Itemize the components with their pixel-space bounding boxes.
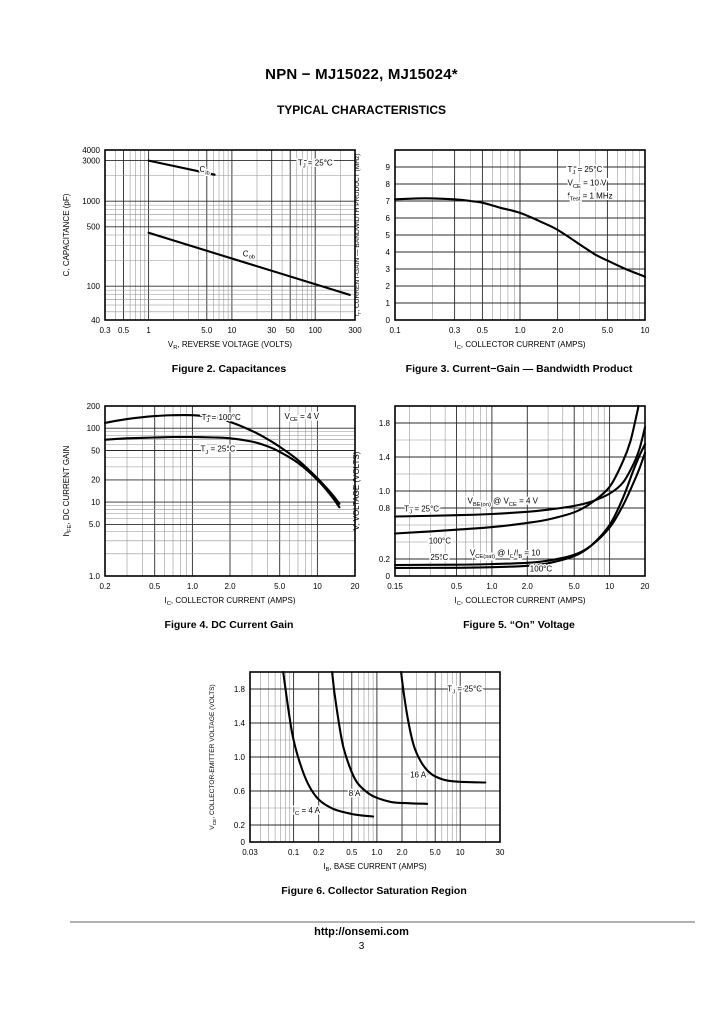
y-axis-title: V, VOLTAGE (VOLTS): [352, 451, 361, 531]
x-axis-title: $I_C$, COLLECTOR CURRENT (AMPS): [164, 596, 296, 608]
y-tick-label: 500: [86, 222, 100, 232]
x-tick-label: 5.0: [429, 848, 441, 857]
x-tick-label: 30: [267, 326, 277, 335]
y-tick-label: 40: [91, 315, 100, 325]
curve-label: $T_J = 25^\circ C$: [200, 444, 236, 456]
x-tick-label: 0.2: [313, 848, 325, 857]
figure-6: [200, 662, 512, 897]
curve-label: 16 A: [410, 770, 427, 780]
x-tick-label: 50: [285, 326, 295, 335]
x-tick-label: 0.5: [149, 582, 161, 591]
y-tick-label: 0.6: [233, 786, 245, 796]
curve-label: $V_{CE} = 4$ V: [284, 411, 320, 423]
figure-2-chart: [55, 140, 367, 362]
curve-VBE-100C: [395, 406, 639, 534]
x-tick-label: 1: [146, 326, 151, 335]
y-tick-label: 9: [385, 162, 390, 172]
x-tick-label: 2.0: [396, 848, 408, 857]
curve-Cob: [149, 233, 350, 295]
y-tick-label: 100: [86, 424, 100, 433]
footer-url: http://onsemi.com: [314, 926, 409, 938]
x-tick-label: 10: [455, 848, 465, 857]
x-tick-label: 1.0: [186, 582, 198, 591]
figure-4-chart: [55, 396, 367, 618]
x-tick-label: 5.0: [274, 582, 286, 591]
x-tick-label: 0.3: [449, 326, 461, 335]
x-tick-label: 100: [308, 326, 322, 335]
y-axis-title: $V_{CE}$, COLLECTOR-EMITTER VOLTAGE (VOLTS): [209, 684, 218, 830]
curve-label: 100°C: [428, 536, 452, 546]
x-tick-label: 1.0: [371, 848, 383, 857]
y-tick-label: 0.2: [378, 554, 390, 564]
x-axis-title: $I_C$, COLLECTOR CURRENT (AMPS): [454, 340, 586, 352]
curve-IC-8A: [332, 672, 427, 804]
x-tick-label: 0.5: [117, 326, 130, 335]
figure-6-caption: Figure 6. Collector Saturation Region: [281, 885, 467, 897]
x-tick-label: 2.0: [552, 326, 564, 335]
y-axis-title: $h_{FE}$, DC CURRENT GAIN: [62, 445, 74, 537]
x-tick-label: 0.1: [389, 326, 401, 335]
x-axis-title: $I_C$, COLLECTOR CURRENT (AMPS): [454, 596, 586, 608]
x-tick-label: 1.0: [486, 582, 498, 591]
y-tick-label: 0.2: [233, 820, 245, 830]
y-tick-label: 5: [385, 230, 390, 240]
figure-3-caption: Figure 3. Current−Gain — Bandwidth Product: [405, 363, 633, 375]
x-tick-label: 0.15: [387, 582, 403, 591]
x-tick-label: 10: [227, 326, 237, 335]
curve-label: $C_{ib}$: [199, 165, 210, 177]
figure-4: [55, 396, 367, 631]
page-number: 3: [358, 941, 365, 952]
x-tick-label: 0.2: [99, 582, 111, 591]
y-tick-label: 20: [91, 475, 100, 485]
x-tick-label: 10: [640, 326, 650, 335]
y-tick-label: 3: [385, 264, 390, 274]
y-tick-label: 2: [385, 281, 390, 291]
y-tick-label: 100: [86, 282, 100, 291]
figure-3-chart: [345, 140, 657, 362]
figure-4-caption: Figure 4. DC Current Gain: [164, 619, 294, 631]
y-tick-label: 7: [385, 196, 390, 206]
y-tick-label: 0.8: [378, 503, 390, 513]
y-tick-label: 1.0: [378, 486, 390, 496]
curve-label: $T_J = 25^\circ C$: [297, 158, 333, 170]
curve-label: 8 A: [348, 789, 361, 799]
curve-label: $V_{BE(on)}$ @ $V_{CE} = 4$ V: [467, 496, 538, 508]
x-tick-label: 10: [605, 582, 615, 591]
y-tick-label: 1.4: [233, 718, 245, 728]
figure-6-chart: [200, 662, 512, 884]
x-tick-label: 5.0: [601, 326, 613, 335]
y-tick-label: 1000: [82, 197, 100, 206]
curve-label: $V_{CE(sat)}$ @ $I_C/I_B = 10$: [469, 548, 541, 560]
footer-divider: [70, 921, 695, 923]
figure-2: [55, 140, 367, 375]
curve-label: $T_J = 25^\circ C$: [567, 165, 603, 177]
x-tick-label: 30: [495, 848, 505, 857]
x-tick-label: 0.1: [288, 848, 300, 857]
x-tick-label: 20: [350, 582, 360, 591]
curve-label: 25°C: [430, 552, 449, 562]
x-tick-label: 0.3: [99, 326, 111, 335]
y-axis-title: C, CAPACITANCE (pF): [62, 193, 71, 277]
y-tick-label: 0: [385, 315, 390, 325]
y-tick-label: 1.0: [233, 752, 245, 762]
y-tick-label: 8: [385, 179, 390, 189]
figure-5-chart: [345, 396, 657, 618]
y-tick-label: 5.0: [88, 520, 100, 530]
curve-label: $T_J = 100^\circ C$: [201, 412, 241, 425]
curve-label: $T_J = 25^\circ C$: [447, 684, 483, 696]
x-tick-label: 0.5: [476, 326, 488, 335]
x-tick-label: 0.03: [242, 848, 258, 857]
x-tick-label: 1.0: [514, 326, 526, 335]
y-tick-label: 1.8: [233, 684, 245, 694]
x-tick-label: 2.0: [224, 582, 236, 591]
curve-label: $T_J = 25^\circ C$: [404, 504, 440, 516]
y-tick-label: 1.8: [378, 418, 390, 428]
y-tick-label: 200: [86, 401, 100, 411]
x-axis-title: $I_B$, BASE CURRENT (AMPS): [323, 862, 427, 874]
y-tick-label: 50: [91, 446, 100, 456]
y-tick-label: 0: [240, 837, 245, 847]
y-axis-title: $f_T$, CURRENT-GAIN — BANDWIDTH PRODUCT (MHz): [354, 153, 363, 317]
y-tick-label: 4: [385, 247, 390, 257]
y-tick-label: 1.0: [88, 571, 100, 581]
figure-5-caption: Figure 5. “On” Voltage: [463, 619, 575, 631]
y-tick-label: 3000: [82, 156, 100, 166]
figure-5: [345, 396, 657, 631]
figure-2-caption: Figure 2. Capacitances: [171, 363, 287, 375]
x-tick-label: 300: [348, 326, 362, 335]
x-tick-label: 5.0: [568, 582, 580, 591]
curve-label: $V_{CE} = 10$ V: [567, 178, 607, 190]
x-axis-title: $V_R$, REVERSE VOLTAGE (VOLTS): [167, 340, 293, 352]
y-tick-label: 4000: [82, 145, 100, 155]
x-tick-label: 20: [640, 582, 650, 591]
section-title: TYPICAL CHARACTERISTICS: [276, 103, 447, 117]
curve-label: 100°C: [529, 564, 553, 574]
x-tick-label: 0.5: [450, 582, 463, 591]
y-tick-label: 1.4: [378, 452, 390, 462]
page-title: NPN − MJ15022, MJ15024*: [265, 66, 458, 83]
curve-label: $C_{ob}$: [242, 249, 256, 261]
curve-label: $f_{Test} = 1$ MHz: [567, 191, 613, 203]
y-tick-label: 6: [385, 213, 390, 223]
curve-label: $I_C = 4$ A: [292, 806, 320, 818]
y-tick-label: 10: [91, 497, 100, 507]
x-tick-label: 10: [312, 582, 322, 591]
figure-3: [345, 140, 657, 375]
x-tick-label: 0.5: [346, 848, 358, 857]
x-tick-label: 5.0: [201, 326, 213, 335]
y-tick-label: 0: [385, 571, 390, 581]
x-tick-label: 2.0: [521, 582, 533, 591]
y-tick-label: 1: [385, 298, 390, 308]
